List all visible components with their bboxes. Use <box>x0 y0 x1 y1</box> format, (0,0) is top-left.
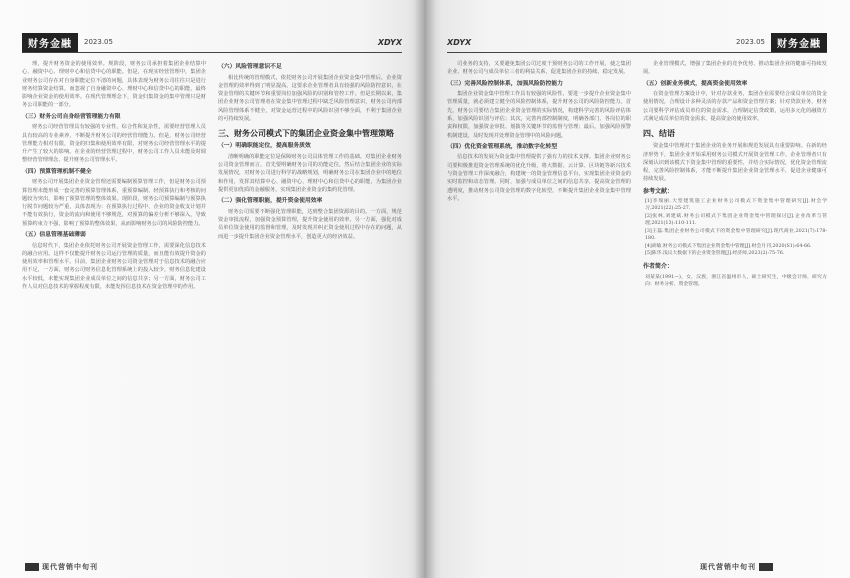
author-intro-title: 作者简介： <box>643 263 674 271</box>
paragraph: 集团企业资金集中管理工作具有较强的风险性，要进一步提升企业资金集中管理质量，就必须建立健全的风险控制体系，提升财务公司的风险防控能力。首先，财务公司要结合集团企业资金管理的实际情况，构建科学完善的风险评估体系，加强风险识别与评估；其次，完善内部控制制度，明确各部门、各岗位的职责和权限，加强资金审批、划拨等关键环节的监督与管理；最后，加强风险预警机制建设，及时发现并处理资金管理中的风险问题。 <box>447 91 631 139</box>
paragraph: 企业管理模式，增强了集团企业的竞争优势，推动集团企业的健康可持续发展。 <box>643 61 827 76</box>
author-bio: 刘某某(1991—)，女，汉族，浙江省温州市人，硕士研究生，中级会计师，研究方向：财务分析、资金管理。 <box>645 274 827 288</box>
paragraph: 相比传统的管理模式，依托财务公司开展集团企业资金集中管理后，企业资金管理的效率得到了明显提高。这要求企业管理者具有较强的风险防控意识，在资金管理的关键环节和重要岗位加强风险的识别和管控工作。但是长期以来，集团企业财务公司管理者在资金集中管理过程中缺乏风险管理意识，财务公司内部风险管理体系不健全，对资金运营过程中的风险识别不够全面，不利于集团企业的可持续发展。 <box>218 74 402 122</box>
book-gutter <box>414 0 436 578</box>
issue-number: 2023.05 <box>736 38 765 46</box>
magazine-abbr: XDYX <box>447 37 472 47</box>
subsection-heading: （二）强化管理职能，提升资金使用效率 <box>218 198 323 205</box>
left-page-footer <box>22 562 98 572</box>
paragraph: 财务公司开展集团企业资金管理还需要编制预算管理工作，但是财务公司预算管理未能形成一套完善的预算管理体系，重预算编制、轻预算执行和考核的问题较为突出，影响了预算管理的整体效果。现阶段，财务公司预算编制与预算执行脱节问题较为严重，具体表现为：在预算执行过程中，企业的资金收支计划并不能有效执行，资金的流向和使用不够规范，对预算的偏差分析不够深入，导致预算约束力不强，影响了预算的整体效果，从而影响财务公司的风险防控能力。 <box>22 179 206 227</box>
section-heading: 三、财务公司模式下的集团企业资金集中管理策略 <box>218 129 394 139</box>
paragraph: 资金集中管理对于集团企业的业务开展和规范发展具有重要影响。在新的经济形势下，集团企业开始采用财务公司模式开展资金管理工作。企业管理者只有深刻认识到该模式下资金集中管理的重要性，并结合实际情况，优化资金管理流程，完善风险控制体系，才能不断提升集团企业资金管理水平，促进企业健康可持续发展。 <box>643 143 827 183</box>
right-page-header <box>447 33 827 51</box>
subsection-heading: （六）风险管理意识不足 <box>218 64 282 70</box>
references-title: 参考文献： <box>643 187 674 195</box>
magazine-abbr: XDYX <box>377 37 402 47</box>
paragraph: 理，提升财务资金的使用效率。规阶段，财务公司承担着集团企业结算中心、融资中心、理财中心和信贷中心的职能。但是，在现实经营管理中，集团企业财务公司存在对自身职能定位不清的问题，具体表现为财务公司往往只是进行财务结算资金结算，而忽视了自身融资中心、理财中心和信贷中心的职能，最终影响企业资金的使用效率。在现代管理理念下，资金归集资金的集中管理只是财务公司职能的一部分。 <box>22 61 206 109</box>
section-heading: 四、结语 <box>643 129 675 139</box>
paragraph: 信息时代下，集团企业依托财务公司开展资金管理工作，需要深化信息技术的融合应用。这样不仅能提升财务公司运行管理的质量，而且能有效提升资金的使用效率和管理水平。目前，集团企业财务公司资金管理对于信息技术的融合应用不足，一方面，财务公司财务信息化管理系统上的投入较少，财务信息化建设水平较低，未能实现集团企业成员单位之间的信息共享；另一方面，财务公司工作人员对信息技术的掌握程度有限，未能发挥信息技术在资金管理中的作用。 <box>22 242 206 291</box>
subsection-heading: （四）优化资金管理系统，推动数字化转型 <box>447 143 558 150</box>
issue-number: 2023.05 <box>84 38 113 46</box>
text-column-4 <box>643 60 827 288</box>
text-column-3 <box>447 60 631 204</box>
reference-item: [2]张林,刘建斌.财务公司模式下集团企业资金集中管理探讨[J].企业改革与管理,2021(13):110-111. <box>645 213 827 227</box>
subsection-heading: （三）财务公司自身经营管理能力有限 <box>22 113 121 120</box>
right-page-footer <box>700 562 776 572</box>
publication-name: 现代营销中旬刊 <box>42 563 98 571</box>
page-number-box <box>25 563 39 571</box>
reference-item: [5]陈华.浅议大数据下的企业资金管理[J].经济师,2023(2):75-76. <box>645 250 785 256</box>
text-column-1 <box>22 60 206 292</box>
paragraph: 司业务的支持，又要避免集团公司过度干预财务公司的工作开展，使之集团企业、财务公司与成员单位三者的利益关系，促进集团企业的持续、稳定发展。 <box>447 61 631 76</box>
subsection-heading: （五）信息管理基础薄弱 <box>22 232 86 239</box>
reference-item: [1]李瑞丽.大型建筑施工企业财务公司模式下资金集中管理研究[J].财会学习,2021(22):25-27. <box>645 199 827 212</box>
paragraph: 清晰明确的职能定位是保障财务公司具体管理工作的基础。对集团企业财务公司资金管理而言，首先要明确财务公司的功能定位，然后结合集团企业的实际发展情况，对财务公司进行科学的战略规划，明确财务公司在集团企业中的地位和作用，发挥其结算中心、融资中心、理财中心和信贷中心的职能，为集团企业提供更加优质的金融服务，实现集团企业资金的集约化管理。 <box>218 153 402 193</box>
subsection-heading: （一）明确职能定位，提高服务质效 <box>218 143 311 150</box>
reference-item: [4]胡敏.财务公司模式下集团企业资金集中管理[J].财会月刊,2020(S1):64-66. <box>645 243 812 249</box>
subsection-heading: （五）创新业务模式，提高资金使用效率 <box>643 80 748 87</box>
section-tag: 财务金融 <box>771 33 827 52</box>
references-list <box>643 198 827 257</box>
column-4-body <box>643 60 827 184</box>
section-tag: 财务金融 <box>22 33 78 52</box>
page-number-box <box>759 563 773 571</box>
paragraph: 财务公司经营管理具有较强的专业性，综合性和复杂性，需要经营管理人员具有较高的专业素养，不断提升财务公司的经营管理能力。但是，财务公司经营管理能力相对有限，资金的归集和使用效率有限，对财务公司经营管理水平的提升产生了较大的影响。在企业的经营管理过程中，财务公司工作人员未能及时调整经营管理理念，提升财务公司管理水平。 <box>22 124 206 164</box>
header-rule <box>22 52 402 53</box>
header-rule <box>447 52 827 53</box>
paragraph: 在资金管理方案设计中，针对存款业务，集团企业需要结合成员单位的资金使用情况，合理设计多种灵活的存款产品和资金管理方案；针对贷款业务，财务公司要科学评估成员单位的资金需求，合理制定信贷政策，运用多元化的融资方式满足成员单位的资金需求，提高资金的使用效率。 <box>643 91 827 122</box>
left-page-header <box>22 33 402 51</box>
reference-item: [3]王磊.集团企业财务公司模式下的资金集中管理研究[J].现代商业,2021(7):178-180. <box>645 228 827 242</box>
subsection-heading: （三）完善风险控制体系，加强风险防控能力 <box>447 80 563 87</box>
paragraph: 财务公司需要不断强化管理职能，达到整合集团资源的目的。一方面，规范资金审批流程，加强资金预算管理，提升资金使用的效率。另一方面，强化对成员单位资金使用的监督和管理，及时发现并纠正资金使用过程中存在的问题，从而进一步提升集团企业资金管理水平，创造更大的经济效益。 <box>218 208 402 240</box>
subsection-heading: （四）预算管理机制不健全 <box>22 168 92 175</box>
text-column-2 <box>218 60 402 242</box>
publication-name: 现代营销中旬刊 <box>700 563 756 571</box>
paragraph: 信息技术的发展为资金集中管理提供了强有力的技术支撑。集团企业财务公司要积极推进资金管理系统的优化升级，将大数据、云计算、区块链等新兴技术与资金管理工作深度融合，构建统一的资金管理信息平台，实现集团企业资金的实时监控和动态管理。同时，加强与成员单位之间的信息共享，提高资金管理的透明度，推动财务公司资金管理的数字化转型，不断提升集团企业资金集中管理水平。 <box>447 154 631 202</box>
